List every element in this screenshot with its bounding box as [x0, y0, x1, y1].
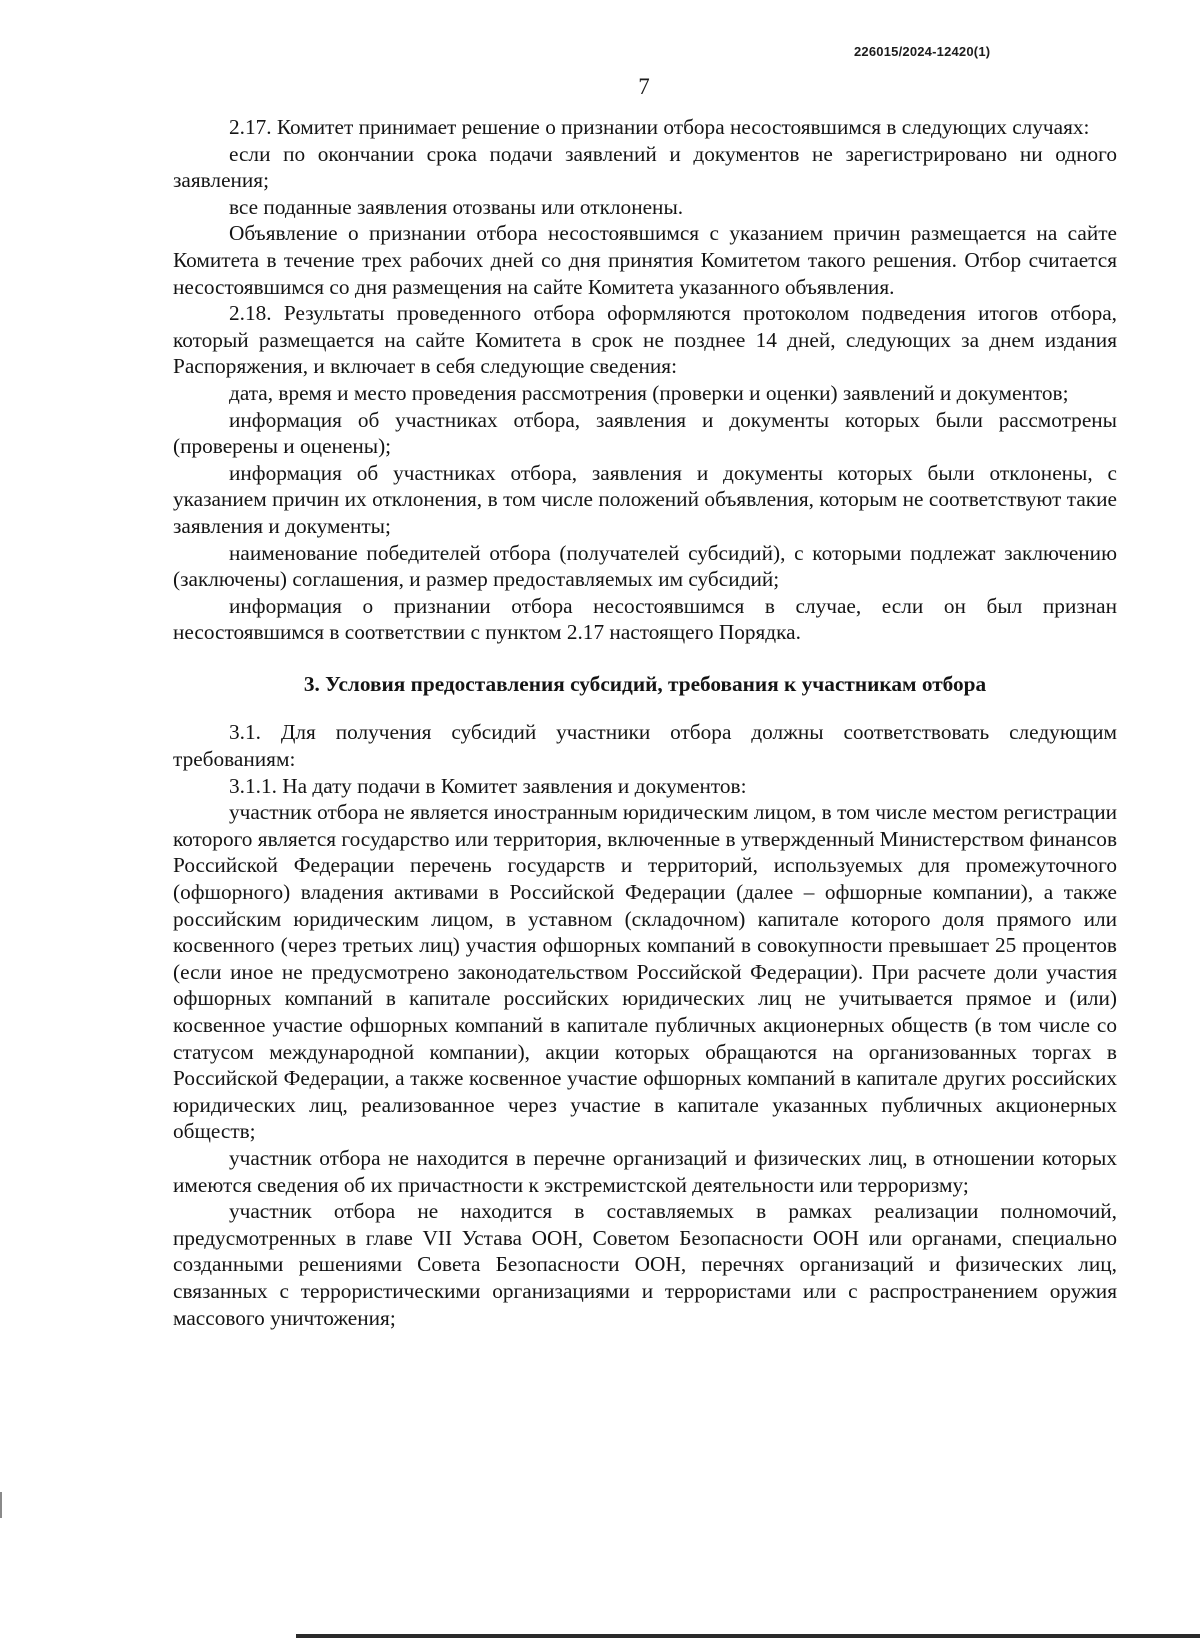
document-registration-number: 226015/2024-12420(1) — [854, 44, 991, 59]
paragraph-winners: наименование победителей отбора (получателей субсидий), с которыми подлежат заключению (заключены) соглашения, и размер предоставляемых им субсидий; — [173, 540, 1117, 592]
paragraph-failed-selection: информация о признании отбора несостоявшимся в случае, если он был признан несостоявшимся в соответствии с пунктом 2.17 настоящего Порядка. — [173, 593, 1117, 645]
scan-edge-mark — [0, 1492, 2, 1518]
paragraph-announcement: Объявление о признании отбора несостоявшимся с указанием причин размещается на сайте Комитета в течение трех рабочих дней со дня принятия Комитетом такого решения. Отбор считается несостоявшимся со дня размещения на сайте Комитета указанного объявления. — [173, 221, 1117, 299]
paragraph-extremism-requirement: участник отбора не находится в перечне организаций и физических лиц, в отношении которых имеются сведения об их причастности к экстремистской деятельности или терроризму; — [173, 1145, 1117, 1197]
paragraph-3-1: 3.1. Для получения субсидий участники отбора должны соответствовать следующим требованиям: — [173, 720, 1117, 772]
paragraph-offshore-requirement: участник отбора не является иностранным юридическим лицом, в том числе местом регистрации которого является государство или территория, включенные в утвержденный Министерством финансов Российской Федерации перечень государств и территорий, используемых для промежуточного (офшорного) владения активами в Российской Федерации (далее – офшорные компании), а также российским юридическим лицом, в уставном (складочном) капитале которого доля прямого или косвенного (через третьих лиц) участия офшорных компаний в совокупности превышает 25 процентов (если иное не предусмотрено законодательством Российской Федерации). При расчете доли участия офшорных компаний в капитале российских юридических лиц не учитывается прямое и (или) косвенное участие офшорных компаний в капитале публичных акционерных обществ (в том числе со статусом международной компании), акции которых обращаются на организованных торгах в Российской Федерации, а также косвенное участие офшорных компаний в капитале других российских юридических лиц, реализованное через участие в капитале указанных публичных акционерных обществ; — [173, 800, 1117, 1144]
paragraph-un-sanctions-requirement: участник отбора не находится в составляемых в рамках реализации полномочий, предусмотренных в главе VII Устава ООН, Советом Безопасности ООН или органами, специально созданными решениями Совета Безопасности ООН, перечнях организаций и физических лиц, связанных с террористическими организациями и террористами или с распространением оружия массового уничтожения; — [173, 1199, 1117, 1330]
paragraph-case-no-applications: если по окончании срока подачи заявлений и документов не зарегистрировано ни одного заявления; — [173, 141, 1117, 193]
document-body — [173, 114, 1117, 1331]
paragraph-reviewed-participants: информация об участниках отбора, заявления и документы которых были рассмотрены (проверены и оценены); — [173, 407, 1117, 459]
paragraph-3-1-1: 3.1.1. На дату подачи в Комитет заявления и документов: — [229, 773, 747, 798]
paragraph-case-all-withdrawn: все поданные заявления отозваны или отклонены. — [229, 194, 684, 219]
paragraph-2-18: 2.18. Результаты проведенного отбора оформляются протоколом подведения итогов отбора, который размещается на сайте Комитета в срок не позднее 14 дней, следующих за днем издания Распоряжения, и включает в себя следующие сведения: — [173, 301, 1117, 379]
page-number: 7 — [638, 74, 650, 99]
scan-bottom-rule — [296, 1634, 1200, 1638]
paragraph-date-time-place: дата, время и место проведения рассмотрения (проверки и оценки) заявлений и документов; — [229, 380, 1069, 405]
paragraph-rejected-participants: информация об участниках отбора, заявления и документы которых были отклонены, с указанием причин их отклонения, в том числе положений объявления, которым не соответствуют такие заявления и документы; — [173, 460, 1117, 538]
section-heading-3: 3. Условия предоставления субсидий, требования к участникам отбора — [303, 671, 987, 696]
paragraph-2-17: 2.17. Комитет принимает решение о признании отбора несостоявшимся в следующих случаях: — [229, 115, 1090, 139]
